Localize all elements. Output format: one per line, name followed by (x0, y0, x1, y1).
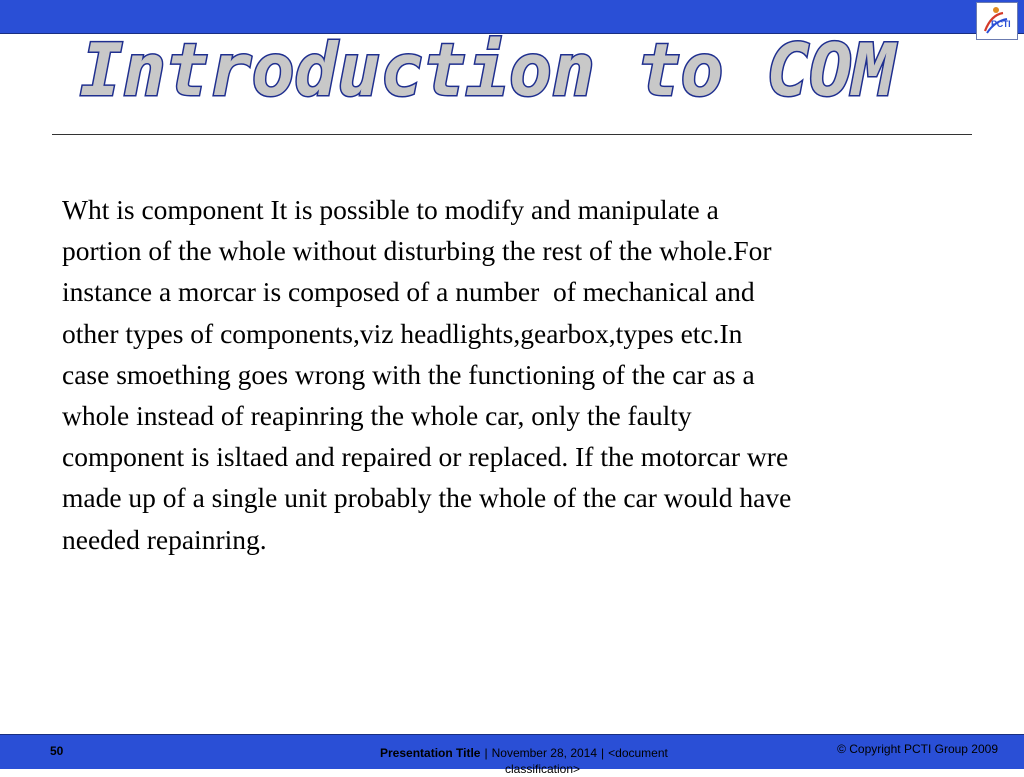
title-text: Introduction to COM (80, 28, 898, 112)
separator: | (601, 746, 605, 760)
footer-info (380, 745, 740, 776)
slide-title (72, 22, 912, 112)
document-classification-cont: classification> (505, 762, 581, 776)
pcti-logo (976, 2, 1018, 40)
document-classification: <document (608, 746, 668, 760)
logo-text: PCTI (991, 19, 1011, 29)
title-divider (52, 134, 972, 135)
page-number: 50 (50, 744, 64, 758)
footer-bar (0, 734, 1024, 776)
copyright: © Copyright PCTI Group 2009 (837, 742, 998, 756)
separator: | (484, 746, 488, 760)
title-wordart (72, 22, 912, 112)
body-paragraph: Wht is component It is possible to modify and manipulate a portion of the whole without disturbing the rest of the whole.For instance a morcar is composed of a number of mechanical and other types of components,viz headlights,gearbox,types etc.In case smoething goes wrong with the functioning of the car as a whole instead of reapinring the whole car, only the faulty component is isltaed and repaired or replaced. If the motorcar wre made up of a single unit probably the whole of the car would have needed repainring. (62, 194, 792, 555)
presentation-title: Presentation Title (380, 746, 481, 760)
footer-date: November 28, 2014 (491, 746, 598, 760)
